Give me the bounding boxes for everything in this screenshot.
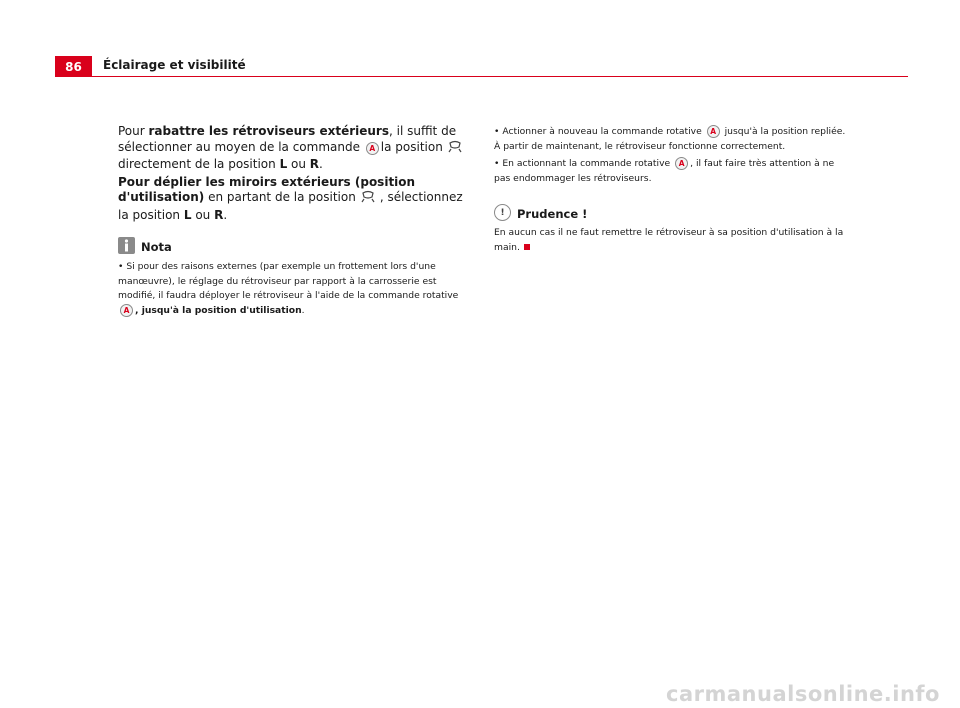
bullet-actionner (494, 125, 849, 154)
text: directement de la position (118, 157, 280, 171)
control-a-badge: A (707, 125, 720, 138)
text: ou (287, 157, 310, 171)
text-pre: Pour (118, 124, 149, 138)
position-r: R (214, 207, 224, 222)
left-column (118, 124, 468, 318)
warning-icon: ! (494, 204, 511, 221)
end-of-section-mark (524, 244, 530, 250)
text: en partant de la position (204, 190, 356, 204)
text: . (301, 304, 305, 316)
note-text: Si pour des raisons externes (par exemple un frottement lors d'une manœuvre), le réglage du rétroviseur par rapport à la carrosserie est modifié, il faudra déployer le rétroviseur à l'aide de la commande rotative (118, 261, 459, 301)
note-title: Nota (141, 240, 172, 254)
text: , il faut faire très attention à ne pas endommager les rétroviseurs. (494, 158, 835, 184)
warning-heading (494, 204, 849, 221)
right-column (494, 125, 849, 255)
note-heading (118, 237, 468, 254)
text: la position (380, 139, 443, 154)
control-a-badge: A (675, 157, 688, 170)
warning-text: En aucun cas il ne faut remettre le rétroviseur à sa position d'utilisation à la main. (494, 227, 844, 253)
watermark: carmanualsonline.info (666, 682, 940, 706)
page-number: 86 (55, 56, 92, 77)
control-a-badge: A (120, 304, 133, 317)
warning-text-block (494, 226, 849, 255)
paragraph-unfold-mirrors (118, 175, 468, 224)
text: Actionner à nouveau la commande rotative (502, 126, 705, 137)
text-bold-fold: rabattre les rétroviseurs extérieurs (148, 124, 389, 138)
paragraph-fold-mirrors (118, 124, 468, 173)
warning-title: Prudence ! (517, 207, 588, 221)
text: ou (191, 207, 215, 222)
note-bullet (118, 260, 468, 318)
bullet-attention (494, 157, 849, 186)
text: , sélectionnez la position (118, 190, 463, 222)
text: . (319, 157, 323, 171)
mirror-fold-icon (448, 140, 462, 158)
position-l: L (279, 157, 288, 171)
page-header (55, 56, 908, 77)
note-bold-tail: , jusqu'à la position d'utilisation (135, 304, 302, 316)
position-l: L (183, 207, 192, 222)
section-title: Éclairage et visibilité (103, 58, 246, 72)
text: jusqu'à la position repliée. À partir de maintenant, le rétroviseur fonctionne correctement. (494, 126, 846, 152)
text-bold-unfold: Pour déplier les miroirs extérieurs (position d'utilisation) (118, 174, 416, 204)
control-a-badge: A (366, 142, 379, 155)
text: . (223, 207, 228, 222)
text: , il suffit de sélectionner au moyen de la commande (118, 124, 457, 154)
position-r: R (309, 157, 320, 171)
info-icon (118, 237, 135, 254)
mirror-fold-icon (361, 190, 375, 208)
header-rule (55, 76, 908, 78)
text: En actionnant la commande rotative (502, 158, 674, 169)
